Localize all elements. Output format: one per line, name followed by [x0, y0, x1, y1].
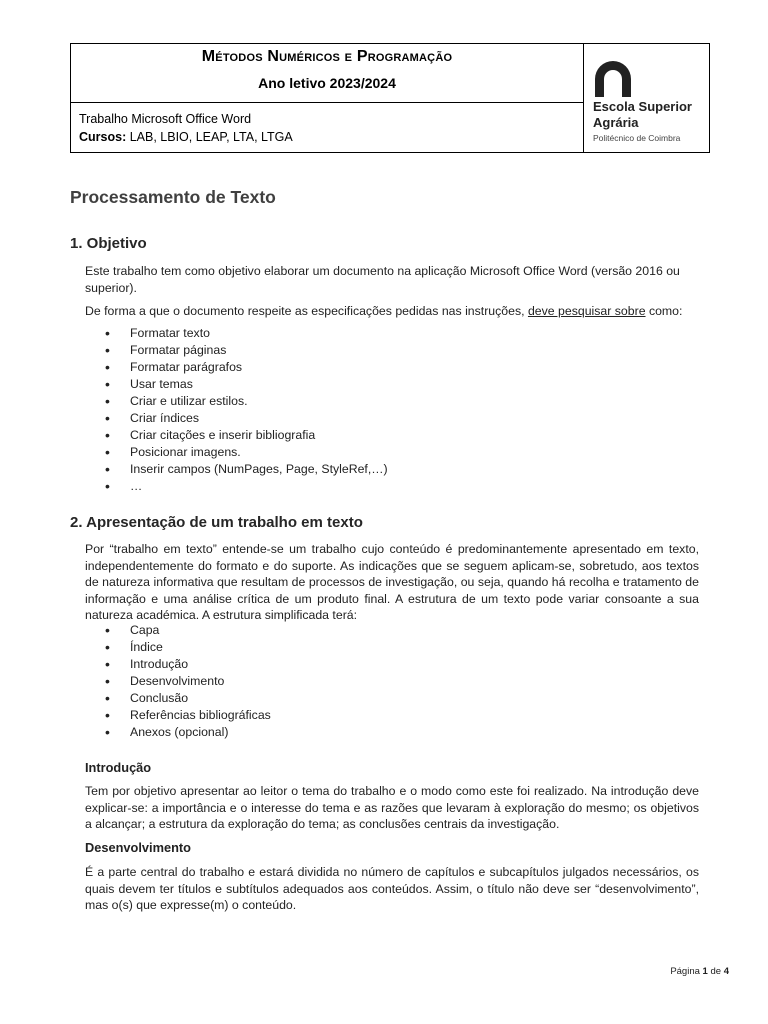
development-heading: Desenvolvimento	[85, 840, 191, 855]
section-1-paragraph-2	[85, 303, 699, 320]
list-item: • Referências bibliográficas	[85, 707, 271, 724]
header-box	[70, 43, 710, 153]
section-1-list	[85, 325, 388, 495]
list-item: • Formatar páginas	[85, 342, 388, 359]
list-item: • Capa	[85, 622, 271, 639]
school-logo	[593, 61, 708, 146]
list-item: • Criar índices	[85, 410, 388, 427]
p2-underlined: deve pesquisar sobre	[527, 304, 646, 318]
header-title-cell	[71, 44, 583, 103]
page-number	[670, 966, 729, 977]
list-item: • Conclusão	[85, 690, 271, 707]
page-of: de	[707, 966, 724, 977]
section-2-list	[85, 622, 271, 741]
academic-year: Ano letivo 2023/2024	[258, 75, 396, 91]
list-item: • Inserir campos (NumPages, Page, StyleRef,…)	[85, 461, 388, 478]
section-2-paragraph-1: Por “trabalho em texto” entende-se um trabalho cujo conteúdo é predominantemente apresentado em texto, independentemente do formato e do suporte. As indicações que se seguem aplicam-se, sobretudo, aos textos de natureza informativa que resultam de processos de investigação, ou seja, quando há recolha e tratamento de informação e uma análise crítica de um produto final. A estrutura de um texto pode variar consoante a sua natureza académica. A estrutura simplificada terá:	[85, 542, 699, 622]
list-item: • Criar e utilizar estilos.	[85, 393, 388, 410]
list-item: • Usar temas	[85, 376, 388, 393]
introduction-heading: Introdução	[85, 760, 152, 775]
total-pages: 4	[723, 966, 729, 977]
header-details	[79, 110, 293, 146]
document-title: Processamento de Texto	[70, 187, 276, 207]
header-info	[71, 44, 584, 152]
list-item: • …	[85, 478, 388, 495]
page-label: Página	[670, 966, 703, 977]
work-title: Trabalho Microsoft Office Word	[79, 112, 252, 126]
logo-line-2: Agrária	[593, 115, 639, 130]
courses-label: Cursos:	[79, 130, 127, 144]
development-paragraph: É a parte central do trabalho e estará dividida no número de capítulos e subcapítulos julgados necessários, os quais devem ter títulos e subtítulos adequados aos conteúdos. Assim, o título não deve ser “desenvolvimento”, mas o(s) que expresse(m) o conteúdo.	[85, 865, 699, 912]
current-page: 1	[702, 966, 708, 977]
logo-arch-icon	[593, 61, 633, 97]
section-2-heading: 2. Apresentação de um trabalho em texto	[70, 514, 363, 531]
logo-line-1: Escola Superior	[593, 99, 692, 114]
list-item: • Desenvolvimento	[85, 673, 271, 690]
list-item: • Introdução	[85, 656, 271, 673]
list-item: • Criar citações e inserir bibliografia	[85, 427, 388, 444]
section-1-heading: 1. Objetivo	[70, 235, 147, 252]
introduction-paragraph: Tem por objetivo apresentar ao leitor o tema do trabalho e o modo como este foi realizado. Na introdução deve explicar-se: a importância e o interesse do tema e as razões que levaram à exploração do mesmo; os objetivos a alcançar; a estrutura da exploração do tema; as conclusões centrais da investigação.	[85, 784, 699, 831]
list-item: • Índice	[85, 639, 271, 656]
logo-line-3: Politécnico de Coimbra	[593, 133, 681, 143]
course-title: Métodos Numéricos e Programação	[201, 48, 453, 65]
p2-text-after: como:	[645, 304, 683, 318]
p2-text-before: De forma a que o documento respeite as especificações pedidas nas instruções,	[85, 304, 528, 318]
list-item: • Formatar texto	[85, 325, 388, 342]
list-item: • Posicionar imagens.	[85, 444, 388, 461]
courses-value: LAB, LBIO, LEAP, LTA, LTGA	[126, 130, 293, 144]
list-item: • Formatar parágrafos	[85, 359, 388, 376]
list-item: • Anexos (opcional)	[85, 724, 271, 741]
courses-line	[79, 128, 293, 146]
section-1-paragraph-1: Este trabalho tem como objetivo elaborar um documento na aplicação Microsoft Office Word (versão 2016 ou superior).	[85, 264, 680, 295]
